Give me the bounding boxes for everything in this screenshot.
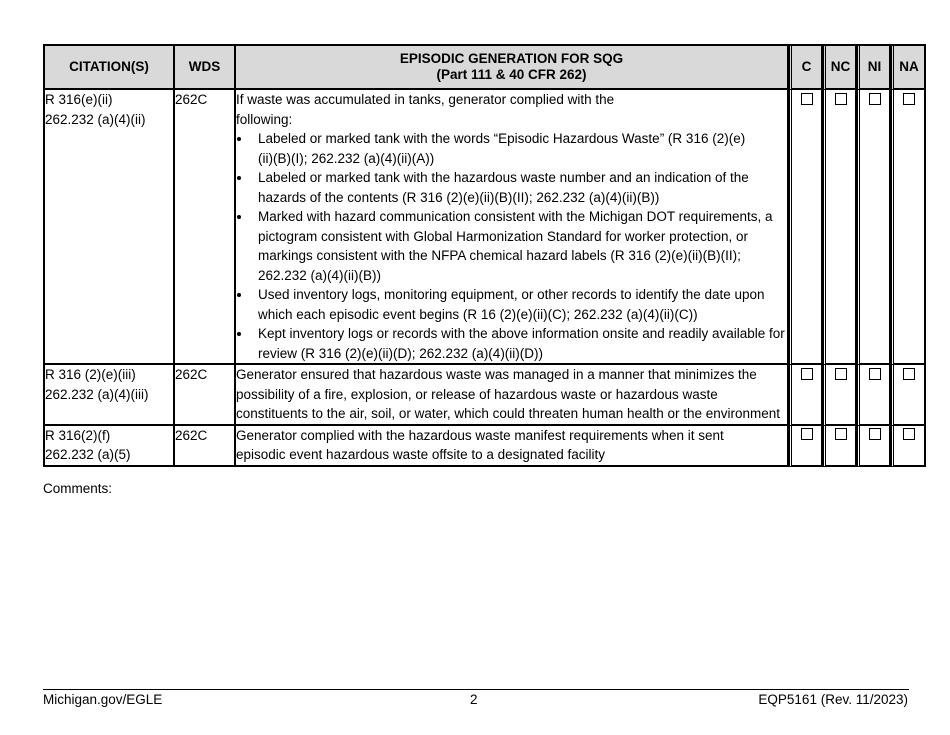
citation-line: 262.232 (a)(5) — [45, 447, 131, 462]
header-nc: NC — [823, 46, 857, 90]
requirement-list — [236, 129, 787, 363]
not-applicable-checkbox[interactable] — [903, 368, 915, 380]
not-compliant-checkbox[interactable] — [835, 368, 847, 380]
citation-line: 262.232 (a)(4)(ii) — [45, 111, 146, 127]
compliant-cell — [789, 90, 823, 365]
footer-divider — [43, 689, 909, 690]
citation-line: R 316(e)(ii) — [45, 92, 113, 107]
comments-label: Comments: — [43, 481, 113, 496]
citation-line: R 316(2)(f) — [45, 427, 111, 443]
compliant-checkbox[interactable] — [801, 368, 813, 380]
not-inspected-checkbox[interactable] — [869, 368, 881, 380]
compliant-checkbox[interactable] — [801, 93, 813, 105]
description-cell — [236, 90, 789, 365]
not-inspected-cell — [857, 426, 891, 467]
header-citations: CITATION(S) — [45, 46, 175, 90]
section-subtitle: (Part 111 & 40 CFR 262) — [436, 67, 587, 82]
not-compliant-checkbox[interactable] — [835, 93, 847, 105]
not-inspected-cell — [857, 365, 891, 426]
table-row — [45, 426, 926, 467]
footer-website: Michigan.gov/EGLE — [43, 692, 163, 707]
header-section-title — [236, 46, 789, 90]
not-applicable-cell — [891, 426, 926, 467]
list-item: Kept inventory logs or records with the above information onsite and readily available for review (R 316 (2)(e)(ii)(D); 262.232 (a)(4)(ii)(D)) — [236, 324, 787, 363]
table-row — [45, 365, 926, 426]
section-title: EPISODIC GENERATION FOR SQG — [399, 51, 624, 66]
not-inspected-checkbox[interactable] — [869, 428, 881, 440]
citation-line: R 316 (2)(e)(iii) — [45, 367, 136, 382]
description-cell: Generator ensured that hazardous waste was managed in a manner that minimizes the possibility of a fire, explosion, or release of hazardous waste or hazardous waste constituents to the air, soil, or water, which could threaten human health or the environment — [236, 365, 789, 426]
citation-cell — [45, 426, 175, 467]
citation-line: 262.232 (a)(4)(iii) — [45, 386, 149, 402]
not-applicable-cell — [891, 365, 926, 426]
list-item: Used inventory logs, monitoring equipment, or other records to identify the date upon which each episodic event begins (R 16 (2)(e)(ii)(C); 262.232 (a)(4)(ii)(C)) — [236, 285, 787, 324]
header-ni: NI — [857, 46, 891, 90]
header-na: NA — [891, 46, 926, 90]
footer-page-number: 2 — [470, 692, 478, 707]
not-applicable-cell — [891, 90, 926, 365]
not-compliant-checkbox[interactable] — [835, 428, 847, 440]
table-header-row — [45, 46, 926, 90]
list-item: Labeled or marked tank with the words “Episodic Hazardous Waste” (R 316 (2)(e)(ii)(B)(I); 262.232 (a)(4)(ii)(A)) — [236, 129, 787, 168]
not-applicable-checkbox[interactable] — [903, 428, 915, 440]
footer-form-number: EQP5161 (Rev. 11/2023) — [758, 692, 908, 707]
citation-cell — [45, 365, 175, 426]
compliant-cell — [789, 365, 823, 426]
not-applicable-checkbox[interactable] — [903, 93, 915, 105]
not-inspected-checkbox[interactable] — [869, 93, 881, 105]
header-c: C — [789, 46, 823, 90]
citation-cell — [45, 90, 175, 365]
compliant-checkbox[interactable] — [801, 428, 813, 440]
list-item: Marked with hazard communication consistent with the Michigan DOT requirements, a pictogram consistent with Global Harmonization Standard for worker protection, or markings consistent with the NFPA chemical hazard labels (R 316 (2)(e)(ii)(B)(II); 262.232 (a)(4)(ii)(B)) — [236, 207, 787, 285]
description-intro: If waste was accumulated in tanks, generator complied with the following: — [236, 92, 615, 127]
not-compliant-cell — [823, 90, 857, 365]
not-inspected-cell — [857, 90, 891, 365]
description-cell: Generator complied with the hazardous waste manifest requirements when it sent episodic event hazardous waste offsite to a designated facility — [236, 426, 789, 467]
wds-cell: 262C — [175, 426, 236, 467]
compliant-cell — [789, 426, 823, 467]
not-compliant-cell — [823, 426, 857, 467]
header-wds: WDS — [175, 46, 236, 90]
episodic-generation-checklist-table — [43, 44, 926, 467]
table-row — [45, 90, 926, 365]
list-item: Labeled or marked tank with the hazardous waste number and an indication of the hazards of the contents (R 316 (2)(e)(ii)(B)(II); 262.232 (a)(4)(ii)(B)) — [236, 168, 787, 207]
not-compliant-cell — [823, 365, 857, 426]
wds-cell: 262C — [175, 90, 236, 365]
wds-cell: 262C — [175, 365, 236, 426]
